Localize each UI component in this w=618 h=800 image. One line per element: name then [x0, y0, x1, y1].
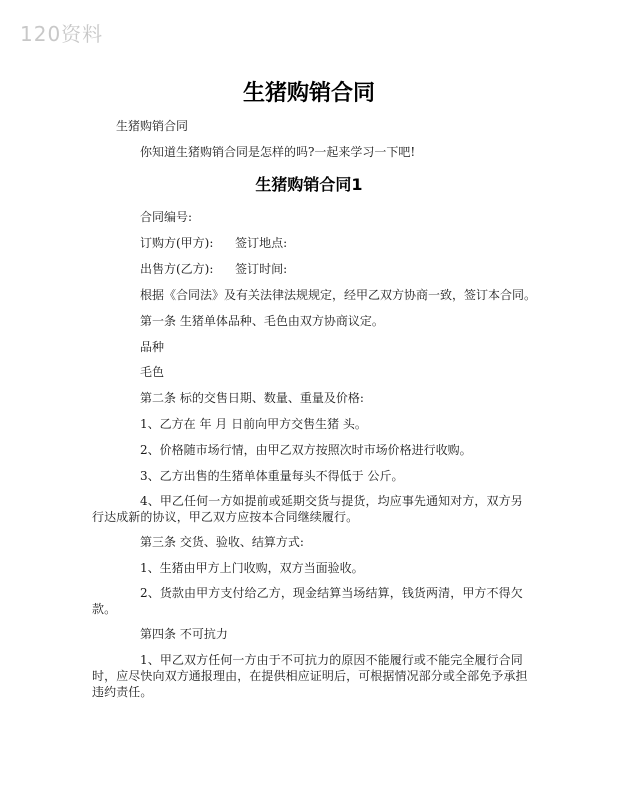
article-1: 第一条 生猪单体品种、毛色由双方协商议定。: [140, 314, 384, 328]
contract-number: 合同编号:: [140, 210, 193, 224]
article-3: 第三条 交货、验收、结算方式:: [140, 535, 304, 549]
article-4-item-1: 1、甲乙双方任何一方由于不可抗力的原因不能履行或不能完全履行合同时，应尽快向双方通报理由，在提供相应证明后，可根据情况部分或全部免予承担违约责任。: [92, 653, 528, 699]
article-2-item-3: 3、乙方出售的生猪单体重量每头不得低于 公斤。: [140, 469, 404, 483]
watermark-logo: 120资料: [20, 22, 104, 46]
sign-place-label: 签订地点:: [235, 236, 288, 250]
article-3-item-1: 1、生猪由甲方上门收购，双方当面验收。: [140, 561, 364, 575]
article-2: 第二条 标的交售日期、数量、重量及价格:: [140, 391, 364, 405]
seller-line: [140, 261, 287, 277]
article-2-item-1: 1、乙方在 年 月 日前向甲方交售生猪 头。: [140, 417, 367, 431]
article-3-item-2: 2、货款由甲方支付给乙方，现金结算当场结算，钱货两清，甲方不得欠款。: [92, 586, 523, 616]
document-title: 生猪购销合同: [242, 81, 375, 106]
variety-label: 品种: [140, 340, 165, 354]
article-4: 第四条 不可抗力: [140, 627, 228, 641]
article-2-item-2: 2、价格随市场行情，由甲乙双方按照次时市场价格进行收购。: [140, 443, 472, 457]
section-title: 生猪购销合同1: [255, 175, 363, 194]
sign-time-label: 签订时间:: [235, 262, 288, 276]
color-label: 毛色: [140, 365, 165, 379]
seller-label: 出售方(乙方):: [140, 262, 214, 276]
buyer-line: [140, 235, 287, 251]
intro-text: 你知道生猪购销合同是怎样的吗?一起来学习一下吧!: [140, 145, 416, 159]
buyer-label: 订购方(甲方):: [140, 236, 214, 250]
intro-label: 生猪购销合同: [116, 119, 189, 133]
article-2-item-4: 4、甲乙任何一方如提前或延期交货与提货，均应事先通知对方，双方另行达成新的协议，甲乙双方应按本合同继续履行。: [92, 494, 523, 524]
basis-paragraph: 根据《合同法》及有关法律法规规定，经甲乙双方协商一致，签订本合同。: [140, 288, 537, 302]
